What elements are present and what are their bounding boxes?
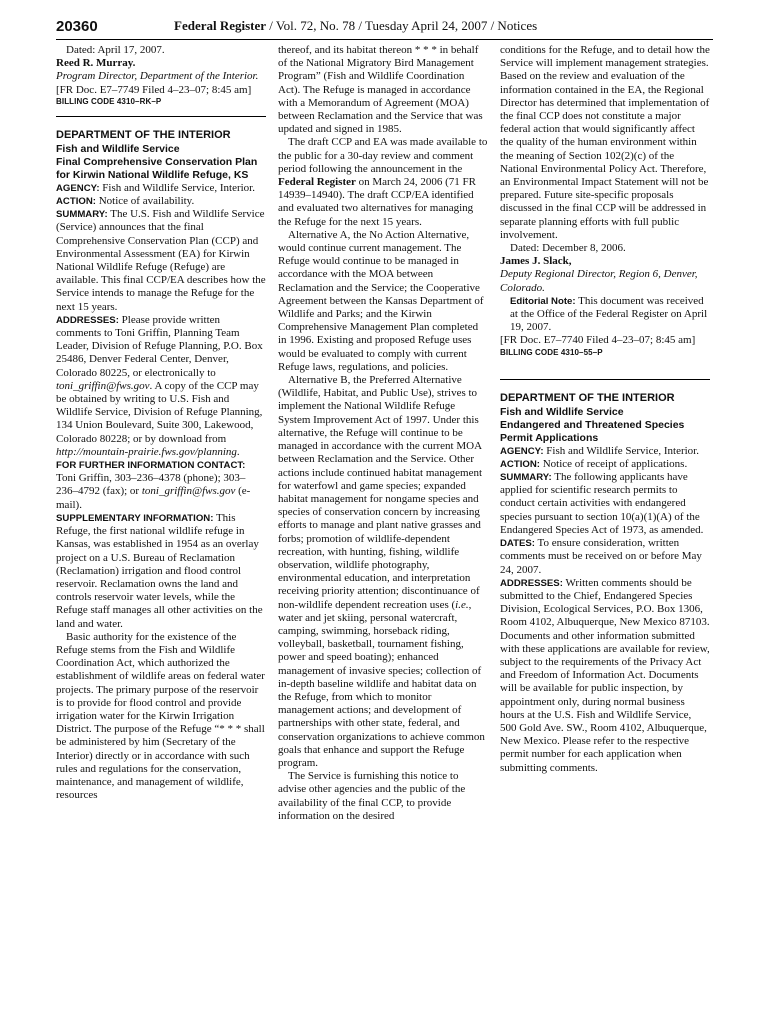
issue-details: / Vol. 72, No. 78 / Tuesday April 24, 2007 / Notices: [266, 18, 538, 33]
body-paragraph: conditions for the Refuge, and to detail how the Service will implement management strategies. Based on the review and evaluation of the information contained in the EA, the Regional Director has determined that implementation of the final CCP does not constitute a major federal action that would significantly affect the quality of the human environment within the meaning of Section 102(2)(c) of the National Environmental Policy Act. Therefore, an Environmental Impact Statement will not be prepared. Future site-specific proposals discussed in the final CCP will be addressed in separate planning efforts with full public involvement.: [500, 44, 710, 241]
body-paragraph: Basic authority for the existence of the Refuge stems from the Fish and Wildlife Coordination Act, which authorized the establishment of wildlife areas on federal water projects. The primary purpose of the reservoir is to provide for flood control and provide irrigation water for the Kirwin Irrigation District. The purpose of the Refuge “* * * shall be administered by him (Secretary of the Interior) directly or in accordance with such rules and regulations for the conservation, maintenance, and management of wildlife, resources: [56, 630, 265, 802]
page-header: [56, 10, 728, 40]
editorial-note: Editorial Note: This document was received at the Office of the Federal Register on April 19, 2007.: [510, 294, 708, 334]
notice-title: Endangered and Threatened Species Permit Applications: [500, 418, 685, 444]
agency-heading: DEPARTMENT OF THE INTERIOR: [56, 128, 231, 141]
header-rule: [56, 39, 713, 40]
notice-title: Final Comprehensive Conservation Plan for Kirwin National Wildlife Refuge, KS: [56, 155, 258, 181]
body-paragraph: The Service is furnishing this notice to advise other agencies and the public of the availability of the final CCP, to provide information on the desired: [278, 770, 466, 822]
fr-doc-line: [FR Doc. E7–7740 Filed 4–23–07; 8:45 am]: [500, 334, 696, 347]
signer-name: Reed R. Murray.: [56, 57, 136, 70]
summary-field: SUMMARY: The following applicants have applied for scientific research permits to conduct certain activities with endangered species pursuant to section 10(a)(1)(A) of the Endangered Species Act of 1973, as amended.: [500, 471, 704, 536]
running-head: [174, 18, 537, 34]
journal-name: Federal Register: [174, 18, 267, 33]
billing-code: BILLING CODE 4310–RK–P: [56, 96, 162, 106]
addresses-field: ADDRESSES: Written comments should be submitted to the Chief, Endangered Species Division, Ecological Services, P.O. Box 1306, Room 4102, Albuquerque, New Mexico 87103. Documents and other information submitted with these applications are available for review, subject to the requirements of the Privacy Act and Freedom of Information Act. Documents will be available for public inspection, by appointment only, during normal business hours at the U.S. Fish and Wildlife Service, 500 Gold Ave. SW., Room 4102, Albuquerque, New Mexico. Please refer to the respective permit number for each application when submitting comments.: [500, 576, 710, 774]
contact-email-link[interactable]: toni_griffin@fws.gov: [141, 485, 236, 498]
signer-name: James J. Slack,: [500, 255, 572, 268]
signer-title: Deputy Regional Director, Region 6, Denver, Colorado.: [500, 268, 698, 294]
page-number: 20360: [56, 18, 98, 35]
agency-heading: DEPARTMENT OF THE INTERIOR: [500, 391, 675, 404]
dates-field: DATES: To ensure consideration, written comments must be received on or before May 24, 2007.: [500, 537, 702, 576]
section-divider: [500, 379, 710, 380]
body-paragraph: thereof, and its habitat thereon * * * in behalf of the National Migratory Bird Management Program” (Fish and Wildlife Coordination Act). The Refuge is managed in accordance with a Memorandum of Agreement (MOA) between Reclamation and the Service that was updated and signed in 1985.: [278, 44, 483, 136]
column-1: [56, 44, 266, 802]
addresses-field: ADDRESSES: Please provide written comments to Toni Griffin, Planning Team Leader, Division of Refuge Planning, P.O. Box 25486, Denver Federal Center, Denver, Colorado 80225, or electronically to toni_griffin@fws.gov. A copy of the CCP may be obtained by writing to U.S. Fish and Wildlife Service, Division of Refuge Planning, 134 Union Boulevard, Suite 300, Lakewood, Colorado 80228; or by download from http://mountain-prairie.fws.gov/planning.: [56, 313, 263, 458]
body-paragraph: Alternative B, the Preferred Alternative (Wildlife, Habitat, and Public Use), strives to implement the National Wildlife Refuge System Improvement Act of 1997. Under this alternative, the Refuge will continue to be managed in accordance with the current MOA between Reclamation and the Service. Other actions include continued habitat management for waterfowl and game species; expanded habitat management for nongame species and species of conservation concern by increasing efforts to manage and plant native grasses and forbs; promotion of wildlife-dependent recreation, with hunting, fishing, wildlife observation, wildlife photography, environmental education, and interpretation receiving priority attention; discontinuance of non-wildlife dependent recreation uses (i.e., water and jet skiing, personal watercraft, camping, swimming, horseback riding, volleyball, basketball, tournament fishing, power and speed boating); enhanced management of invasive species; collection of in-depth baseline wildlife and habitat data on the Refuge, from which to monitor management actions; and development of partnerships with other state, federal, and conservation organizations to achieve common goals that enhance and support the Refuge program.: [278, 374, 485, 769]
contact-field: FOR FURTHER INFORMATION CONTACT: Toni Griffin, 303–236–4378 (phone); 303–236–4792 (fax); or toni_griffin@fws.gov (e-mail).: [56, 460, 251, 511]
body-paragraph: The draft CCP and EA was made available to the public for a 30-day review and comment period following the announcement in the Federal Register on March 24, 2006 (71 FR 14939–14940). The draft CCP/EA identified and evaluated two alternatives for managing the Refuge for the next 15 years.: [278, 136, 488, 228]
agency-field: AGENCY: Fish and Wildlife Service, Interior.: [500, 444, 699, 457]
planning-url-link[interactable]: http://mountain-prairie.fws.gov/planning: [56, 445, 237, 458]
agency-field: AGENCY: Fish and Wildlife Service, Interior.: [56, 181, 255, 194]
fr-doc-line: [FR Doc. E7–7749 Filed 4–23–07; 8:45 am]: [56, 83, 252, 96]
action-field: ACTION: Notice of availability.: [56, 195, 195, 208]
sub-agency-heading: Fish and Wildlife Service: [500, 405, 624, 418]
action-field: ACTION: Notice of receipt of applications.: [500, 457, 688, 470]
summary-field: SUMMARY: The U.S. Fish and Wildlife Service (Service) announces that the final Comprehensive Conservation Plan (CCP) and Environmental Assessment (EA) for Kirwin National Wildlife Refuge (Refuge) are available. This final CCP/EA describes how the Service intends to manage the Refuge for the next 15 years.: [56, 208, 266, 313]
column-3: [500, 44, 710, 775]
body-paragraph: Alternative A, the No Action Alternative, would continue current management. The Refuge would continue to be managed in accordance with the MOA between Reclamation and the Service; the Cooperative Agreement between the Kansas Department of Wildlife and Parks; and the Kirwin Comprehensive Management Plan completed in 1996. Existing and proposed Refuge uses would be evaluated to comply with current Refuge laws, regulations, and policies.: [278, 228, 484, 373]
supplementary-field: SUPPLEMENTARY INFORMATION: This Refuge, the first national wildlife refuge in Kansas, was established in 1954 as an overlay project on a U.S. Bureau of Reclamation (Reclamation) irrigation and flood control reservoir. Reclamation owns the land and controls reservoir water levels, while the Refuge staff manages all other activities on the land and water.: [56, 511, 263, 630]
sub-agency-heading: Fish and Wildlife Service: [56, 142, 180, 155]
column-2: [278, 44, 488, 823]
section-divider: [56, 116, 266, 117]
dated-line: Dated: December 8, 2006.: [510, 242, 626, 255]
email-link[interactable]: toni_griffin@fws.gov: [56, 379, 150, 392]
dated-line: Dated: April 17, 2007.: [66, 44, 165, 56]
signer-title: Program Director, Department of the Interior.: [56, 70, 259, 83]
billing-code: BILLING CODE 4310–55–P: [500, 347, 603, 357]
